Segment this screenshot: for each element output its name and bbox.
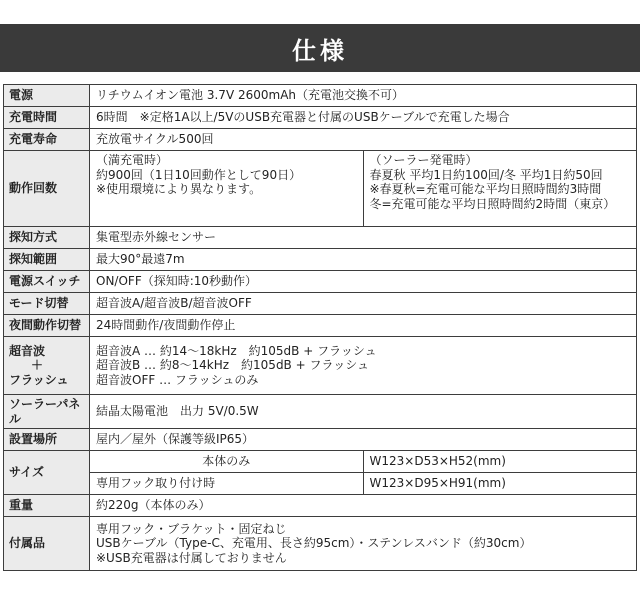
spec-row-battery-life (4, 129, 637, 151)
value-accessories (90, 517, 637, 571)
ultrasonic-label-line: 超音波 (9, 343, 46, 358)
value-operations-full (90, 151, 364, 227)
spec-row-size-hook (4, 473, 637, 495)
label-power-switch: 電源スイッチ (4, 271, 90, 293)
label-ultrasonic (4, 337, 90, 395)
ultrasonic-label-line: ＋ (31, 358, 44, 373)
value-location: 屋内／屋外（保護等級IP65） (90, 429, 637, 451)
value-detect-method: 集電型赤外線センサー (90, 227, 637, 249)
spec-row-operations (4, 151, 637, 227)
label-charge-time: 充電時間 (4, 107, 90, 129)
spec-row-power (4, 85, 637, 107)
value-battery-life: 充放電サイクル500回 (90, 129, 637, 151)
ultrasonic-label-line: フラッシュ (9, 372, 69, 387)
label-mode-switch: モード切替 (4, 293, 90, 315)
spec-row-weight (4, 495, 637, 517)
spec-row-charge-time (4, 107, 637, 129)
label-location: 設置場所 (4, 429, 90, 451)
value-power-switch: ON/OFF（探知時:10秒動作） (90, 271, 637, 293)
spec-row-detect-method (4, 227, 637, 249)
label-operations: 動作回数 (4, 151, 90, 227)
operations-solar-line: （ソーラー発電時） (369, 153, 478, 167)
size-hook-value: W123×D95×H91(mm) (363, 473, 637, 495)
size-hook-label: 専用フック取り付け時 (90, 473, 364, 495)
ultrasonic-line: 超音波B … 約8～14kHz 約105dB + フラッシュ (96, 358, 369, 373)
spec-row-size-body (4, 451, 637, 473)
value-power: リチウムイオン電池 3.7V 2600mAh（充電池交換不可） (90, 85, 637, 107)
label-accessories: 付属品 (4, 517, 90, 571)
value-operations-solar (363, 151, 637, 227)
operations-full-line: ※使用環境により異なります。 (96, 182, 262, 196)
spec-row-detect-range (4, 249, 637, 271)
label-weight: 重量 (4, 495, 90, 517)
ultrasonic-line: 超音波OFF … フラッシュのみ (96, 372, 259, 387)
accessories-line: ※USB充電器は付属しておりません (96, 550, 287, 565)
spec-row-solar-panel (4, 395, 637, 429)
label-detect-range: 探知範囲 (4, 249, 90, 271)
spec-row-mode-switch (4, 293, 637, 315)
spec-title: 仕様 (292, 36, 348, 65)
spec-row-accessories (4, 517, 637, 571)
value-weight: 約220g（本体のみ） (90, 495, 637, 517)
value-night-switch: 24時間動作/夜間動作停止 (90, 315, 637, 337)
spec-row-location (4, 429, 637, 451)
value-detect-range: 最大90°最遠7m (90, 249, 637, 271)
value-ultrasonic (90, 337, 637, 395)
spec-row-ultrasonic (4, 337, 637, 395)
label-detect-method: 探知方式 (4, 227, 90, 249)
size-body-value: W123×D53×H52(mm) (363, 451, 637, 473)
label-size: サイズ (4, 451, 90, 495)
operations-solar-line: 春夏秋 平均1日約100回/冬 平均1日約50回 (369, 167, 603, 182)
ultrasonic-line: 超音波A … 約14～18kHz 約105dB + フラッシュ (96, 343, 377, 358)
size-body-label: 本体のみ (90, 451, 364, 473)
label-power: 電源 (4, 85, 90, 107)
label-solar-panel: ソーラーパネル (4, 395, 90, 429)
spec-row-night-switch (4, 315, 637, 337)
operations-full-line: 約900回（1日10回動作として90日） (96, 167, 302, 182)
operations-solar-line: ※春夏秋=充電可能な平均日照時間約3時間 (369, 182, 602, 196)
value-mode-switch: 超音波A/超音波B/超音波OFF (90, 293, 637, 315)
label-night-switch: 夜間動作切替 (4, 315, 90, 337)
label-battery-life: 充電寿命 (4, 129, 90, 151)
spec-row-power-switch (4, 271, 637, 293)
accessories-line: 専用フック・ブラケット・固定ねじ (96, 521, 287, 536)
value-charge-time: 6時間 ※定格1A以上/5VのUSB充電器と付属のUSBケーブルで充電した場合 (90, 107, 637, 129)
value-solar-panel: 結晶太陽電池 出力 5V/0.5W (90, 395, 637, 429)
operations-full-line: （満充電時） (96, 153, 169, 167)
spec-title-banner (0, 24, 640, 72)
spec-table (3, 84, 637, 571)
accessories-line: USBケーブル（Type-C、充電用、長さ約95cm）・ステンレスバンド（約30cm） (96, 536, 532, 551)
operations-solar-line: 冬=充電可能な平均日照時間約2時間（東京） (369, 196, 616, 211)
